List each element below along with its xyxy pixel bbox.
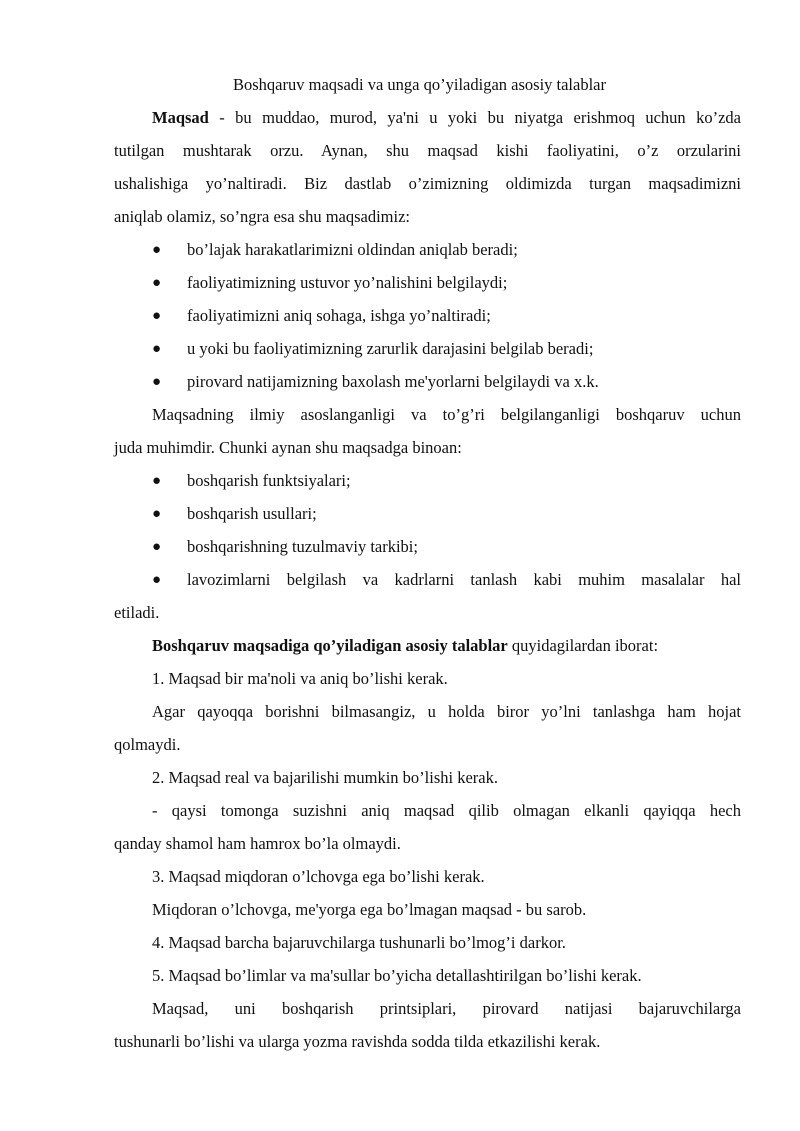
list-item: faoliyatimizning ustuvor yo’nalishini belgilaydi; [187, 273, 508, 292]
requirement-2-note-line-1: - qaysi tomonga suzishni aniq maqsad qilib olmagan elkanli qayiqqa hech [152, 801, 741, 820]
paragraph-1-line-4: aniqlab olamiz, so’ngra esa shu maqsadimiz: [114, 207, 411, 226]
requirement-2-note-line-2: qanday shamol ham hamrox bo’la olmaydi. [114, 834, 401, 853]
requirements-intro: Boshqaruv maqsadiga qo’yiladigan asosiy talablar quyidagilardan iborat: [152, 636, 659, 655]
paragraph-1-line-2: tutilgan mushtarak orzu. Aynan, shu maqsad kishi faoliyatini, o’z orzularini [114, 141, 741, 160]
bullet-icon: ● [152, 539, 162, 555]
bullet-icon: ● [152, 308, 162, 324]
paragraph-2-line-2: juda muhimdir. Chunki aynan shu maqsadga binoan: [114, 438, 462, 457]
bullet-icon: ● [152, 572, 162, 588]
requirement-4: 4. Maqsad barcha bajaruvchilarga tushunarli bo’lmog’i darkor. [152, 933, 566, 952]
list-item: bo’lajak harakatlarimizni oldindan aniqlab beradi; [187, 240, 518, 259]
requirement-1-note-line-2: qolmaydi. [114, 735, 181, 754]
bullet-icon: ● [152, 473, 162, 489]
requirement-1: 1. Maqsad bir ma'noli va aniq bo’lishi kerak. [152, 669, 448, 688]
list-item: faoliyatimizni aniq sohaga, ishga yo’naltiradi; [187, 306, 491, 325]
requirement-1-note-line-1: Agar qayoqqa borishni bilmasangiz, u holda biror yo’lni tanlashga ham hojat [152, 702, 741, 721]
term-maqsad: Maqsad [152, 108, 209, 127]
requirement-3: 3. Maqsad miqdoran o’lchovga ega bo’lishi kerak. [152, 867, 485, 886]
final-paragraph-line-2: tushunarli bo’lishi va ularga yozma ravishda sodda tilda etkazilishi kerak. [114, 1032, 601, 1051]
list-item: boshqarish usullari; [187, 504, 317, 523]
list-item: pirovard natijamizning baxolash me'yorlarni belgilaydi va x.k. [187, 372, 599, 391]
paragraph-2-line-1: Maqsadning ilmiy asoslanganligi va to’g’ri belgilanganligi boshqaruv uchun [152, 405, 741, 424]
list-item: boshqarish funktsiyalari; [187, 471, 351, 490]
bullet-icon: ● [152, 374, 162, 390]
bullet-icon: ● [152, 341, 162, 357]
list-item: lavozimlarni belgilash va kadrlarni tanlash kabi muhim masalalar hal [187, 570, 741, 589]
final-paragraph-line-1: Maqsad, uni boshqarish printsiplari, pirovard natijasi bajaruvchilarga [152, 999, 741, 1018]
requirement-5: 5. Maqsad bo’limlar va ma'sullar bo’yicha detallashtirilgan bo’lishi kerak. [152, 966, 642, 985]
list-item: boshqarishning tuzulmaviy tarkibi; [187, 537, 418, 556]
list-item-continuation: etiladi. [114, 603, 160, 622]
requirement-2: 2. Maqsad real va bajarilishi mumkin bo’lishi kerak. [152, 768, 498, 787]
paragraph-1-line-3: ushalishiga yo’naltiradi. Biz dastlab o’zimizning oldimizda turgan maqsadimizni [114, 174, 741, 193]
bullet-icon: ● [152, 275, 162, 291]
bullet-icon: ● [152, 242, 162, 258]
document-title: Boshqaruv maqsadi va unga qo’yiladigan asosiy talablar [233, 75, 606, 94]
list-item: u yoki bu faoliyatimizning zarurlik darajasini belgilab beradi; [187, 339, 594, 358]
bullet-icon: ● [152, 506, 162, 522]
requirement-3-note: Miqdoran o’lchovga, me'yorga ega bo’lmagan maqsad - bu sarob. [152, 900, 587, 919]
paragraph-1-line-1: Maqsad - bu muddao, murod, ya'ni u yoki bu niyatga erishmoq uchun ko’zda [152, 108, 741, 127]
